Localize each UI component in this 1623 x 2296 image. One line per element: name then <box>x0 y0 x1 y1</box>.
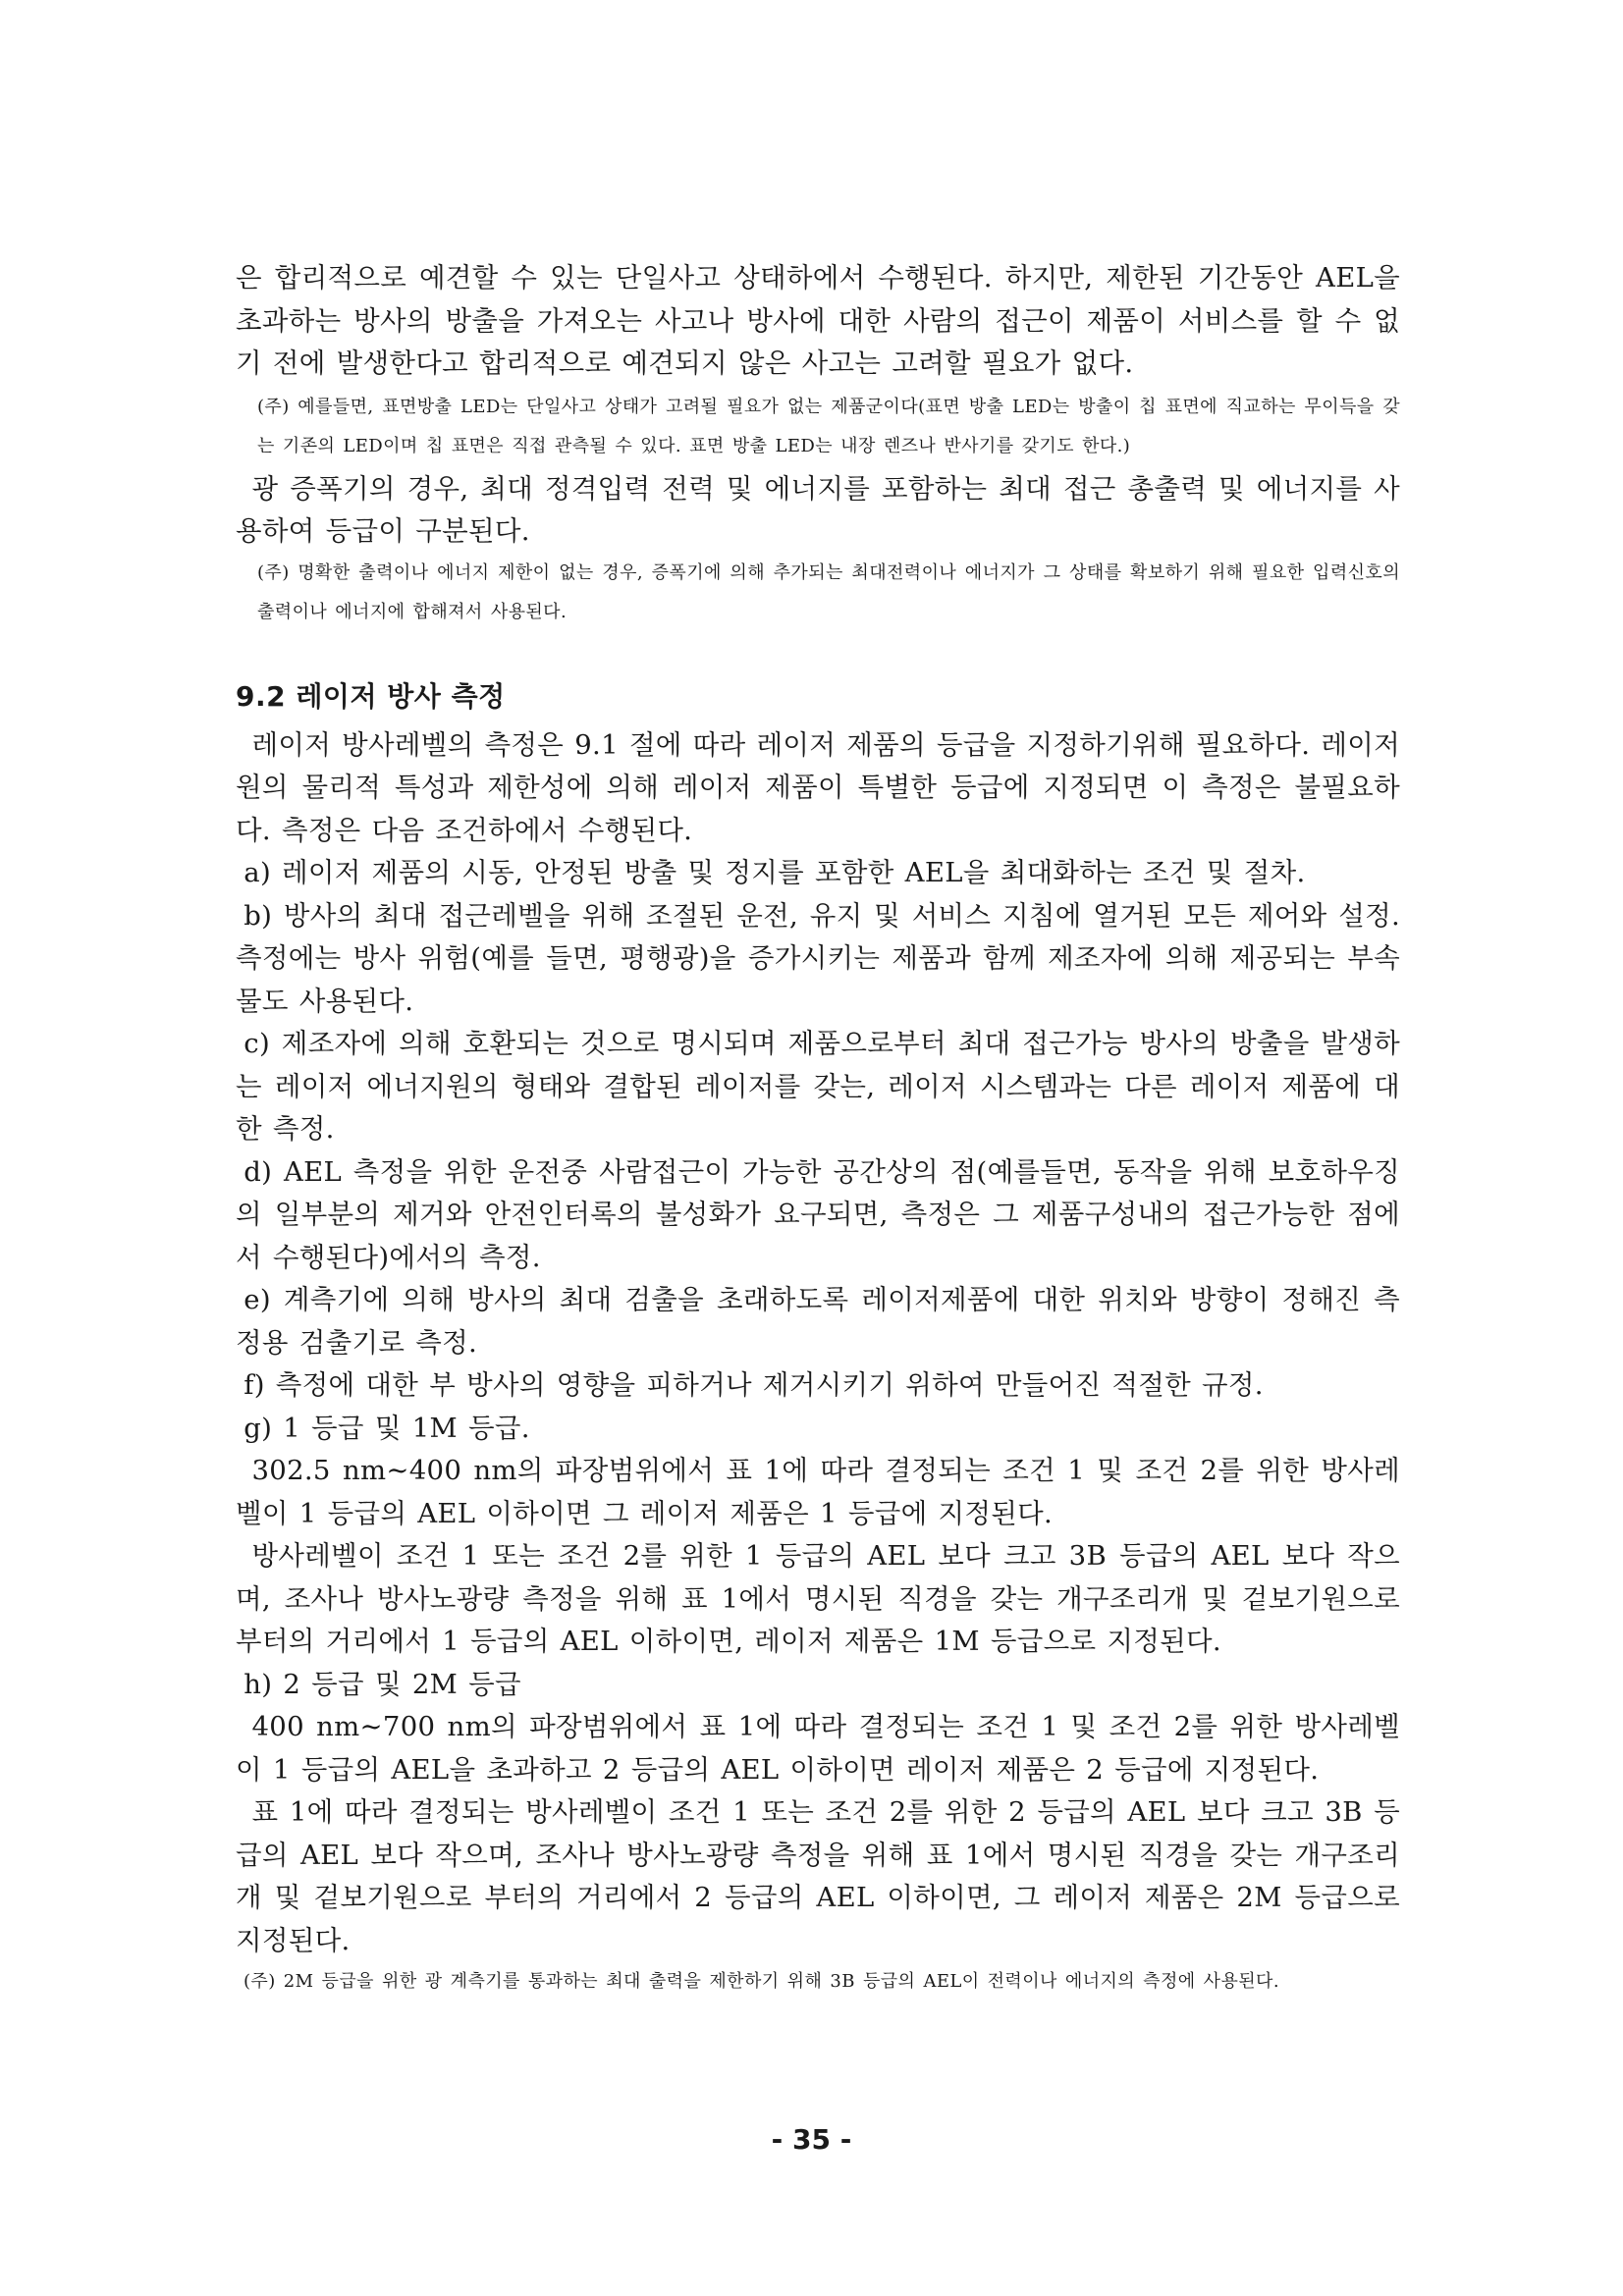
list-item-f: f) 측정에 대한 부 방사의 영향을 피하거나 제거시키기 위하여 만들어진 적절한 규정. <box>243 1369 1264 1401</box>
list-item-h: h) 2 등급 및 2M 등급 <box>243 1668 521 1700</box>
section-intro-paragraph: 레이저 방사레벨의 측정은 9.1 절에 따라 레이저 제품의 등급을 지정하기위해 필요하다. 레이저원의 물리적 특성과 제한성에 의해 레이저 제품이 특별한 등급에 지정되면 이 측정은 불필요하다. 측정은 다음 조건하에서 수행된다. <box>236 728 1400 846</box>
list-item-c: c) 제조자에 의해 호환되는 것으로 명시되며 제품으로부터 최대 접근가능 방사의 방출을 발생하는 레이저 에너지원의 형태와 결합된 레이저를 갖는, 레이저 시스템과는 다른 레이저 제품에 대한 측정. <box>236 1028 1400 1145</box>
paragraph-continuation: 은 합리적으로 예견할 수 있는 단일사고 상태하에서 수행된다. 하지만, 제한된 기간동안 AEL을 초과하는 방사의 방출을 가져오는 사고나 방사에 대한 사람의 접근이 제품이 서비스를 할 수 없기 전에 발생한다고 합리적으로 예견되지 않은 사고는 고려할 필요가 없다. <box>236 262 1400 379</box>
list-item-b: b) 방사의 최대 접근레벨을 위해 조절된 운전, 유지 및 서비스 지침에 열거된 모든 제어와 설정. 측정에는 방사 위험(예를 들면, 평행광)을 증가시키는 제품과 함께 제조자에 의해 제공되는 부속물도 사용된다. <box>236 899 1400 1017</box>
note-class-2m: (주) 2M 등급을 위한 광 계측기를 통과하는 최대 출력을 제한하기 위해 3B 등급의 AEL이 전력이나 에너지의 측정에 사용된다. <box>243 1971 1279 1992</box>
section-title: 9.2 레이저 방사 측정 <box>236 679 506 713</box>
page-number: - 35 - <box>771 2123 852 2156</box>
paragraph-class-1: 302.5 nm∼400 nm의 파장범위에서 표 1에 따라 결정되는 조건 1 및 조건 2를 위한 방사레벨이 1 등급의 AEL 이하이면 그 레이저 제품은 1 등급에 지정된다. <box>236 1455 1400 1529</box>
note-amplifier-power: (주) 명확한 출력이나 에너지 제한이 없는 경우, 증폭기에 의해 추가되는 최대전력이나 에너지가 그 상태를 확보하기 위해 필요한 입력신호의 출력이나 에너지에 합해져서 사용된다. <box>257 561 1400 622</box>
list-item-a: a) 레이저 제품의 시동, 안정된 방출 및 정지를 포함한 AEL을 최대화하는 조건 및 절차. <box>243 857 1306 888</box>
note-surface-emitting-led: (주) 예를들면, 표면방출 LED는 단일사고 상태가 고려될 필요가 없는 제품군이다(표면 방출 LED는 방출이 칩 표면에 직교하는 무이득을 갖는 기존의 LED이며 칩 표면은 직접 관측될 수 있다. 표면 방출 LED는 내장 렌즈나 반사기를 갖기도 한다.) <box>257 396 1400 456</box>
list-item-g: g) 1 등급 및 1M 등급. <box>243 1412 530 1444</box>
list-item-e: e) 계측기에 의해 방사의 최대 검출을 초래하도록 레이저제품에 대한 위치와 방향이 정해진 측정용 검출기로 측정. <box>236 1284 1400 1359</box>
paragraph-class-2: 400 nm∼700 nm의 파장범위에서 표 1에 따라 결정되는 조건 1 및 조건 2를 위한 방사레벨이 1 등급의 AEL을 초과하고 2 등급의 AEL 이하이면 레이저 제품은 2 등급에 지정된다. <box>236 1711 1400 1786</box>
page-content <box>236 257 1400 2002</box>
paragraph-optical-amplifier: 광 증폭기의 경우, 최대 정격입력 전력 및 에너지를 포함하는 최대 접근 총출력 및 에너지를 사용하여 등급이 구분된다. <box>236 472 1400 547</box>
paragraph-class-1m: 방사레벨이 조건 1 또는 조건 2를 위한 1 등급의 AEL 보다 크고 3B 등급의 AEL 보다 작으며, 조사나 방사노광량 측정을 위해 표 1에서 명시된 직경을 갖는 개구조리개 및 겉보기원으로 부터의 거리에서 1 등급의 AEL 이하이면, 레이저 제품은 1M 등급으로 지정된다. <box>236 1540 1400 1657</box>
paragraph-class-2m: 표 1에 따라 결정되는 방사레벨이 조건 1 또는 조건 2를 위한 2 등급의 AEL 보다 크고 3B 등급의 AEL 보다 작으며, 조사나 방사노광량 측정을 위해 표 1에서 명시된 직경을 갖는 개구조리개 및 겉보기원으로 부터의 거리에서 2 등급의 AEL 이하이면, 그 레이저 제품은 2M 등급으로 지정된다. <box>236 1796 1400 1956</box>
list-item-d: d) AEL 측정을 위한 운전중 사람접근이 가능한 공간상의 점(예를들면, 동작을 위해 보호하우징의 일부분의 제거와 안전인터록의 불성화가 요구되면, 측정은 그 제품구성내의 접근가능한 점에서 수행된다)에서의 측정. <box>236 1155 1400 1273</box>
